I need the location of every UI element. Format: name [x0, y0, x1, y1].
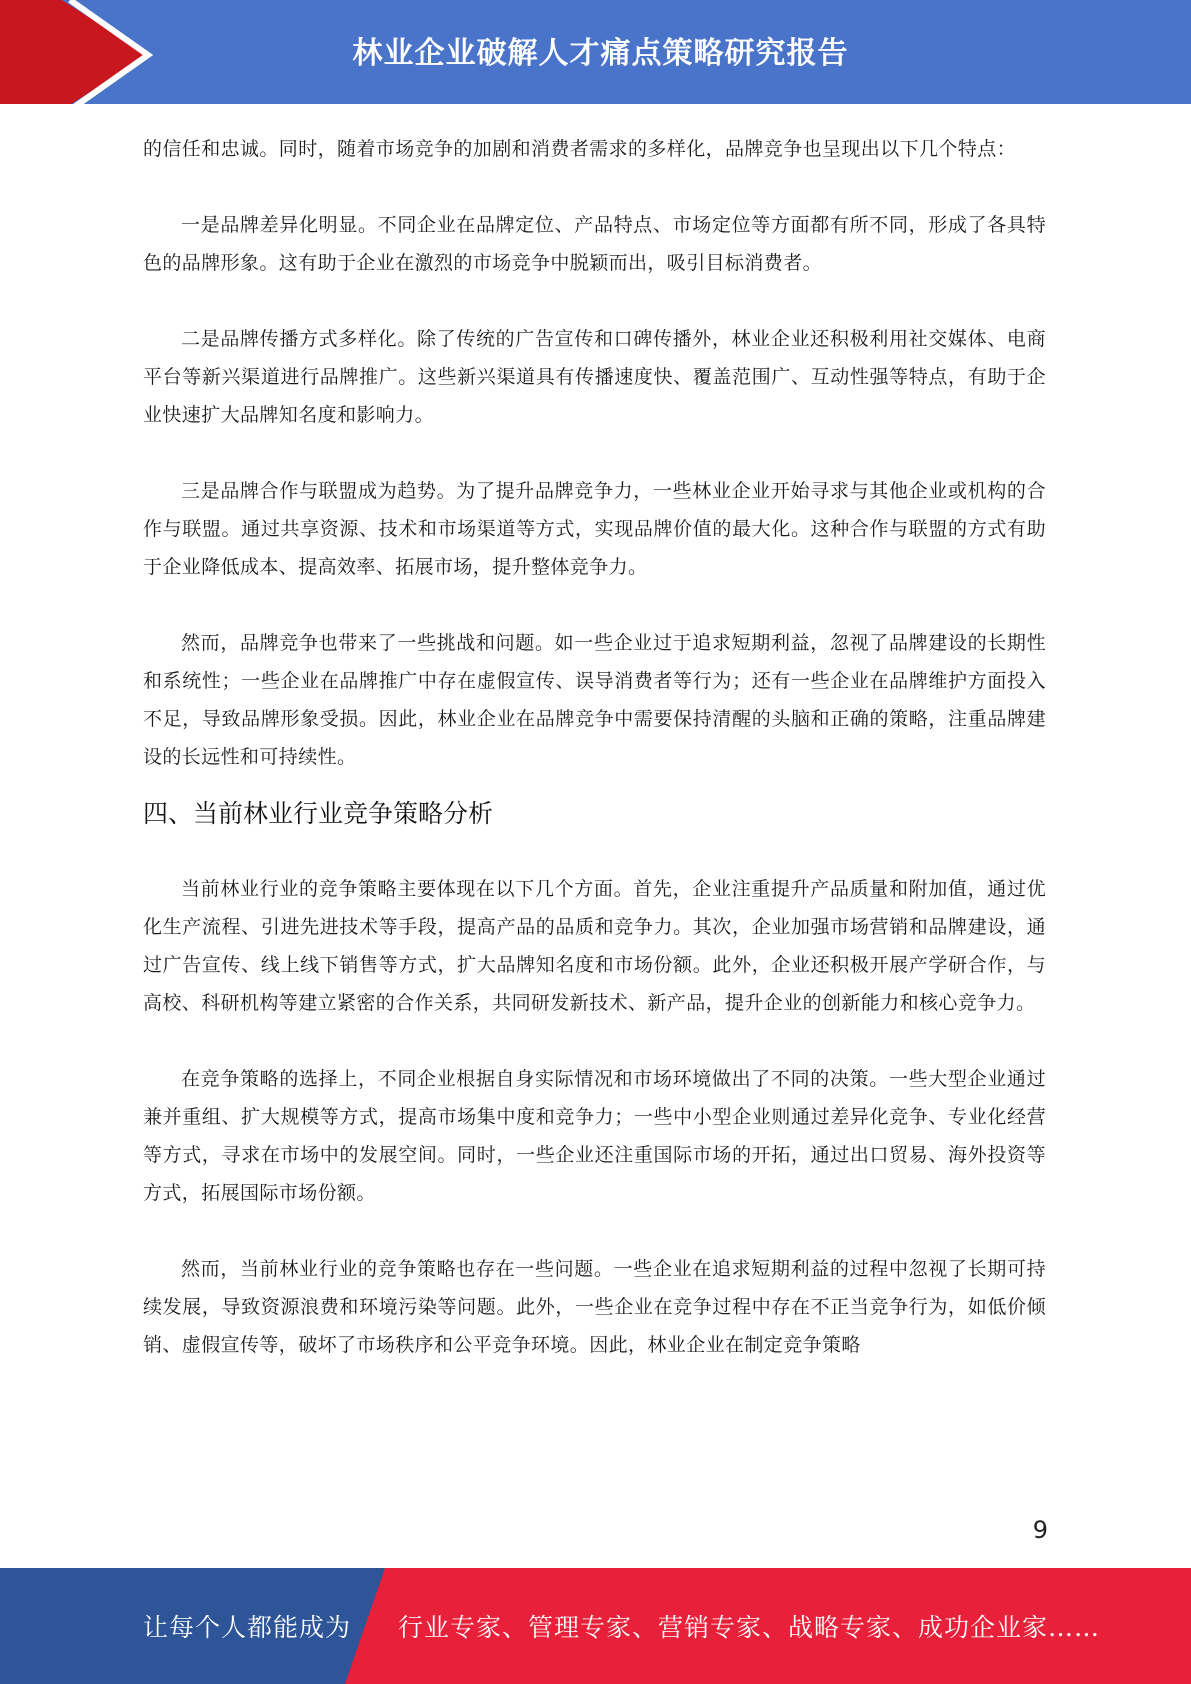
paragraph: 当前林业行业的竞争策略主要体现在以下几个方面。首先，企业注重提升产品质量和附加值，通过优化生产流程、引进先进技术等手段，提高产品的品质和竞争力。其次，企业加强市场营销和品牌建设，通过广告宣传、线上线下销售等方式，扩大品牌知名度和市场份额。此外，企业还积极开展产学研合作，与高校、科研机构等建立紧密的合作关系，共同研发新技术、新产品，提升企业的创新能力和核心竞争力。: [143, 878, 1046, 1014]
section-heading: 四、当前林业行业竞争策略分析: [143, 799, 494, 828]
header-title: 林业企业破解人才痛点策略研究报告: [352, 36, 849, 71]
page-footer: [0, 1568, 1191, 1684]
paragraph: 二是品牌传播方式多样化。除了传统的广告宣传和口碑传播外，林业企业还积极利用社交媒体、电商平台等新兴渠道进行品牌推广。这些新兴渠道具有传播速度快、覆盖范围广、互动性强等特点，有助于企业快速扩大品牌知名度和影响力。: [143, 328, 1046, 426]
paragraph: 一是品牌差异化明显。不同企业在品牌定位、产品特点、市场定位等方面都有所不同，形成了各具特色的品牌形象。这有助于企业在激烈的市场竞争中脱颖而出，吸引目标消费者。: [143, 214, 1046, 274]
footer-slogan-right: 行业专家、管理专家、营销专家、战略专家、成功企业家……: [398, 1613, 1101, 1642]
page-number: 9: [1032, 1516, 1048, 1544]
paragraph: 然而，当前林业行业的竞争策略也存在一些问题。一些企业在追求短期利益的过程中忽视了长期可持续发展，导致资源浪费和环境污染等问题。此外，一些企业在竞争过程中存在不正当竞争行为，如低价倾销、虚假宣传等，破坏了市场秩序和公平竞争环境。因此，林业企业在制定竞争策略: [143, 1258, 1046, 1356]
paragraph: 然而，品牌竞争也带来了一些挑战和问题。如一些企业过于追求短期利益，忽视了品牌建设的长期性和系统性；一些企业在品牌推广中存在虚假宣传、误导消费者等行为；还有一些企业在品牌维护方面投入不足，导致品牌形象受损。因此，林业企业在品牌竞争中需要保持清醒的头脑和正确的策略，注重品牌建设的长远性和可持续性。: [143, 632, 1046, 768]
document-body: [143, 130, 1046, 1364]
paragraph: 的信任和忠诚。同时，随着市场竞争的加剧和消费者需求的多样化，品牌竞争也呈现出以下几个特点：: [143, 138, 1017, 160]
footer-slogan-left: 让每个人都能成为: [143, 1613, 352, 1642]
page-header: [0, 0, 1191, 110]
paragraph: 在竞争策略的选择上，不同企业根据自身实际情况和市场环境做出了不同的决策。一些大型企业通过兼并重组、扩大规模等方式，提高市场集中度和竞争力；一些中小型企业则通过差异化竞争、专业化经营等方式，寻求在市场中的发展空间。同时，一些企业还注重国际市场的开拓，通过出口贸易、海外投资等方式，拓展国际市场份额。: [143, 1068, 1046, 1204]
paragraph: 三是品牌合作与联盟成为趋势。为了提升品牌竞争力，一些林业企业开始寻求与其他企业或机构的合作与联盟。通过共享资源、技术和市场渠道等方式，实现品牌价值的最大化。这种合作与联盟的方式有助于企业降低成本、提高效率、拓展市场，提升整体竞争力。: [143, 480, 1046, 578]
